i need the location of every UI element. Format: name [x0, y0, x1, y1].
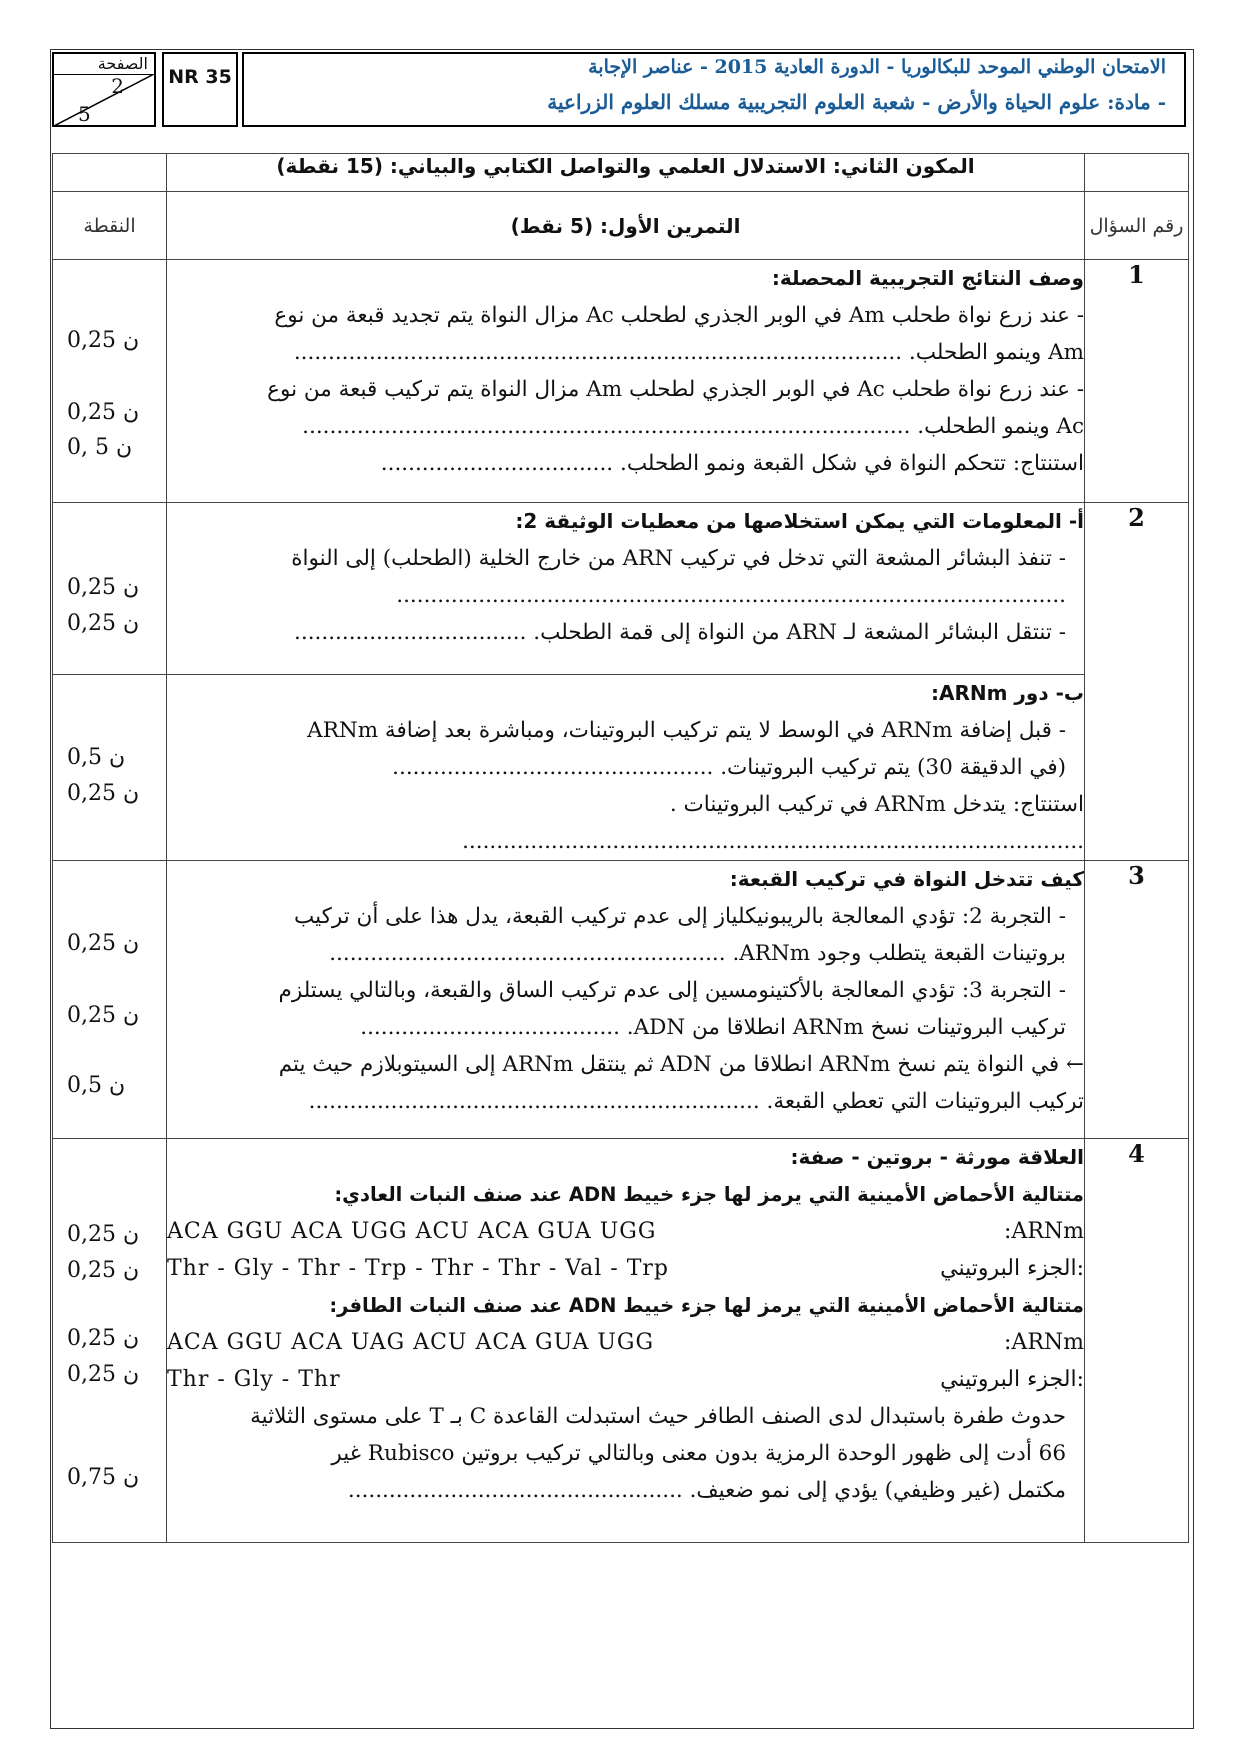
q1-line: - عند زرع نواة طحلب Ac في الوبر الجذري لطحلب Am مزال النواة يتم تركيب قبعة من نوع	[267, 377, 1084, 402]
answer-q2b	[167, 675, 1085, 861]
normal-protein: Thr - Gly - Thr - Trp - Thr - Thr - Val - Trp	[167, 1256, 669, 1281]
q1-line: Am وينمو الطحلب. .........................................................................................	[293, 340, 1084, 365]
mutant-protein: Thr - Gly - Thr	[167, 1367, 341, 1392]
points-q1	[53, 260, 167, 503]
q3-line: تركيب البروتينات نسخ ARNm انطلاقا من ADN. ......................................	[360, 1015, 1066, 1040]
q2b-line: (في الدقيقة 30) يتم تركيب البروتينات. ...............................................	[392, 755, 1066, 780]
exam-code-box	[162, 52, 238, 127]
page-box-diagonal	[54, 74, 154, 126]
q4-heading: العلاقة مورثة - بروتين - صفة:	[790, 1145, 1084, 1169]
exam-title-line2: - مادة: علوم الحياة والأرض - شعبة العلوم التجريبية مسلك العلوم الزراعية	[547, 90, 1166, 114]
q3-line: ← في النواة يتم نسخ ARNm انطلاقا من ADN ثم ينتقل ARNm إلى السيتوبلازم حيث يتم	[278, 1052, 1084, 1077]
points-value: 0,25 ن	[67, 400, 140, 425]
points-q4	[53, 1139, 167, 1543]
q4-conclusion-line: مكتمل (غير وظيفي) يؤدي إلى نمو ضعيف. .................................................	[347, 1478, 1066, 1503]
q2b-line: - قبل إضافة ARNm في الوسط لا يتم تركيب البروتينات، ومباشرة بعد إضافة ARNm	[307, 718, 1066, 743]
answer-q2a	[167, 503, 1085, 675]
q3-line: - التجربة 2: تؤدي المعالجة بالريبونيكلياز إلى عدم تركيب القبعة، يدل هذا على أن تركيب	[294, 904, 1066, 929]
question-number: 3	[1085, 861, 1189, 1139]
column-header-points: النقطة	[53, 192, 167, 260]
q2a-line: - تنتقل البشائر المشعة لـ ARN من النواة إلى قمة الطحلب. ..................................	[294, 620, 1066, 645]
q3-line: بروتينات القبعة يتطلب وجود ARNm. ..........................................................	[329, 941, 1066, 966]
protein-label: الجزء البروتيني:	[940, 1256, 1084, 1281]
q4-conclusion-line: حدوث طفرة باستبدال لدى الصنف الطافر حيث استبدلت القاعدة C بـ T على مستوى الثلاثية	[250, 1404, 1066, 1429]
answer-q1	[167, 260, 1085, 503]
points-value: 0,25 ن	[67, 1362, 140, 1387]
mrna-label: :ARNm	[1004, 1219, 1084, 1244]
points-value: 0,25 ن	[67, 611, 140, 636]
points-q2b	[53, 675, 167, 861]
component-title: المكون الثاني: الاستدلال العلمي والتواصل الكتابي والبياني: (15 نقطة)	[167, 154, 1085, 192]
blank-cell	[53, 154, 167, 192]
q1-line: Ac وينمو الطحلب. .........................................................................................	[302, 414, 1084, 439]
points-value: 0,25 ن	[67, 1258, 140, 1283]
normal-mrna-row	[167, 1213, 1084, 1250]
normal-heading: متتالية الأحماض الأمينية التي يرمز لها جزء خييط ADN عند صنف النبات العادي:	[334, 1183, 1084, 1206]
column-header-question: رقم السؤال	[1085, 192, 1189, 260]
question-number: 4	[1085, 1139, 1189, 1543]
q4-conclusion-line: 66 أدت إلى ظهور الوحدة الرمزية بدون معنى وبالتالي تركيب بروتين Rubisco غير	[331, 1441, 1066, 1466]
q2b-line: ...........................................................................................	[462, 829, 1084, 854]
page-number: 2	[111, 74, 124, 98]
points-value: 0,75 ن	[67, 1465, 140, 1490]
points-q2a	[53, 503, 167, 675]
exam-title-box	[242, 52, 1186, 127]
q2b-conclusion: استنتاج: يتدخل ARNm في تركيب البروتينات .	[669, 792, 1084, 817]
protein-label: الجزء البروتيني:	[940, 1367, 1084, 1392]
q3-line: - التجربة 3: تؤدي المعالجة بالأكتينومسين إلى عدم تركيب الساق والقبعة، وبالتالي يستلزم	[278, 978, 1066, 1003]
mutant-heading: متتالية الأحماض الأمينية التي يرمز لها جزء خييط ADN عند صنف النبات الطافر:	[329, 1294, 1084, 1317]
points-q3	[53, 861, 167, 1139]
page-total: 5	[78, 102, 91, 126]
page-label: الصفحة	[97, 54, 148, 73]
answer-table	[52, 153, 1189, 1543]
points-value: 0, 5 ن	[67, 435, 133, 460]
page-number-box	[52, 52, 156, 127]
points-value: 0,5 ن	[67, 1073, 126, 1098]
points-value: 0,25 ن	[67, 575, 140, 600]
mutant-mrna: ACA GGU ACA UAG ACU ACA GUA UGG	[167, 1330, 655, 1355]
q2a-line: - تنفذ البشائر المشعة التي تدخل في تركيب ARN من خارج الخلية (الطحلب) إلى النواة	[291, 546, 1066, 571]
points-value: 0,25 ن	[67, 328, 140, 353]
normal-protein-row	[167, 1250, 1084, 1287]
exercise-title: التمرين الأول: (5 نقط)	[167, 192, 1085, 260]
points-value: 0,25 ن	[67, 1222, 140, 1247]
points-value: 0,25 ن	[67, 781, 140, 806]
question-number: 2	[1085, 503, 1189, 861]
normal-mrna: ACA GGU ACA UGG ACU ACA GUA UGG	[167, 1219, 657, 1244]
q1-line: - عند زرع نواة طحلب Am في الوبر الجذري لطحلب Ac مزال النواة يتم تجديد قبعة من نوع	[274, 303, 1084, 328]
points-value: 0,25 ن	[67, 931, 140, 956]
q1-conclusion: استنتاج: تتحكم النواة في شكل القبعة ونمو الطحلب. ..................................	[380, 451, 1084, 476]
q3-line: تركيب البروتينات التي تعطي القبعة. ..................................................................	[308, 1089, 1084, 1114]
q2b-heading: ب- دور ARNm:	[930, 681, 1084, 705]
question-number: 1	[1085, 260, 1189, 503]
q1-heading: وصف النتائج التجريبية المحصلة:	[771, 266, 1084, 290]
points-value: 0,25 ن	[67, 1003, 140, 1028]
exam-code: NR 35	[168, 66, 232, 88]
points-value: 0,25 ن	[67, 1326, 140, 1351]
q2a-line: ..................................................................................................	[396, 583, 1066, 608]
mutant-protein-row	[167, 1361, 1084, 1398]
q3-heading: كيف تتدخل النواة في تركيب القبعة:	[729, 867, 1084, 891]
mrna-label: :ARNm	[1004, 1330, 1084, 1355]
blank-cell	[1085, 154, 1189, 192]
q2a-heading: أ- المعلومات التي يمكن استخلاصها من معطيات الوثيقة 2:	[515, 509, 1084, 533]
answer-q3	[167, 861, 1085, 1139]
mutant-mrna-row	[167, 1324, 1084, 1361]
answer-q4	[167, 1139, 1085, 1543]
exam-title-line1: الامتحان الوطني الموحد للبكالوريا - الدورة العادية 2015 - عناصر الإجابة	[588, 56, 1166, 78]
points-value: 0,5 ن	[67, 745, 126, 770]
